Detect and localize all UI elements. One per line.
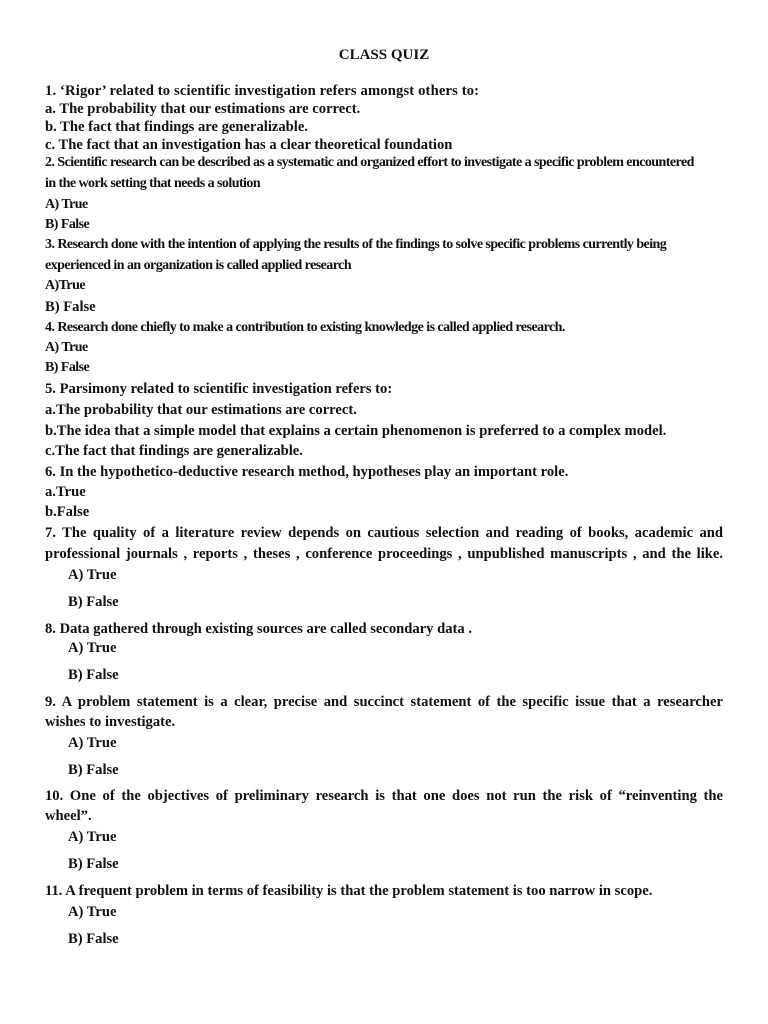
question-3-text: 3. Research done with the intention of applying the results of the findings to solve specific problems currently being — [45, 237, 667, 252]
question-9-text: 9. A problem statement is a clear, precise and succinct statement of the specific issue that a researcher — [45, 694, 723, 710]
question-1-option-c: c. The fact that an investigation has a clear theoretical foundation — [45, 137, 453, 153]
question-1-option-a: a. The probability that our estimations are correct. — [45, 101, 361, 117]
question-10-option-b: B) False — [68, 856, 119, 872]
question-1-option-b: b. The fact that findings are generalizable. — [45, 119, 308, 135]
question-5-option-a: a.The probability that our estimations are correct. — [45, 402, 357, 418]
question-2-text: 2. Scientific research can be described as a systematic and organized effort to investigate a specific problem encountered — [45, 155, 694, 170]
question-2-option-a: A) True — [45, 197, 88, 212]
question-7-text-cont: professional journals , reports , theses , conference proceedings , unpublished manuscripts , and the like. — [45, 546, 723, 562]
question-9-option-a: A) True — [68, 735, 117, 751]
question-4-option-a: A) True — [45, 340, 88, 355]
question-4-text: 4. Research done chiefly to make a contribution to existing knowledge is called applied research. — [45, 320, 565, 335]
question-10-option-a: A) True — [68, 829, 117, 845]
question-7-text: 7. The quality of a literature review depends on cautious selection and reading of books, academic and — [45, 525, 723, 541]
page-title: CLASS QUIZ — [338, 47, 430, 63]
question-3-text-cont: experienced in an organization is called applied research — [45, 258, 352, 273]
question-11-text: 11. A frequent problem in terms of feasibility is that the problem statement is too narrow in scope. — [45, 883, 653, 899]
question-1-text: 1. ‘Rigor’ related to scientific investigation refers amongst others to: — [45, 83, 480, 99]
question-5-option-b: b.The idea that a simple model that explains a certain phenomenon is preferred to a complex model. — [45, 423, 667, 439]
question-2-option-b: B) False — [45, 217, 90, 232]
question-8-option-b: B) False — [68, 667, 119, 683]
question-6-option-b: b.False — [45, 504, 90, 520]
question-6-text: 6. In the hypothetico-deductive research method, hypotheses play an important role. — [45, 464, 569, 480]
question-8-option-a: A) True — [68, 640, 117, 656]
question-5-text: 5. Parsimony related to scientific investigation refers to: — [45, 381, 393, 397]
question-10-text-cont: wheel”. — [45, 808, 92, 824]
question-6-option-a: a.True — [45, 484, 86, 500]
question-4-option-b: B) False — [45, 360, 90, 375]
question-7-option-a: A) True — [68, 567, 117, 583]
question-9-option-b: B) False — [68, 762, 119, 778]
question-3-option-a: A)True — [45, 278, 85, 293]
question-3-option-b: B) False — [45, 299, 96, 315]
question-10-text: 10. One of the objectives of preliminary research is that one does not run the risk of “reinventing the — [45, 788, 723, 804]
question-11-option-b: B) False — [68, 931, 119, 947]
question-7-option-b: B) False — [68, 594, 119, 610]
question-5-option-c: c.The fact that findings are generalizable. — [45, 443, 303, 459]
question-8-text: 8. Data gathered through existing sources are called secondary data . — [45, 621, 472, 637]
question-9-text-cont: wishes to investigate. — [45, 714, 176, 730]
question-11-option-a: A) True — [68, 904, 117, 920]
question-2-text-cont: in the work setting that needs a solution — [45, 176, 261, 191]
